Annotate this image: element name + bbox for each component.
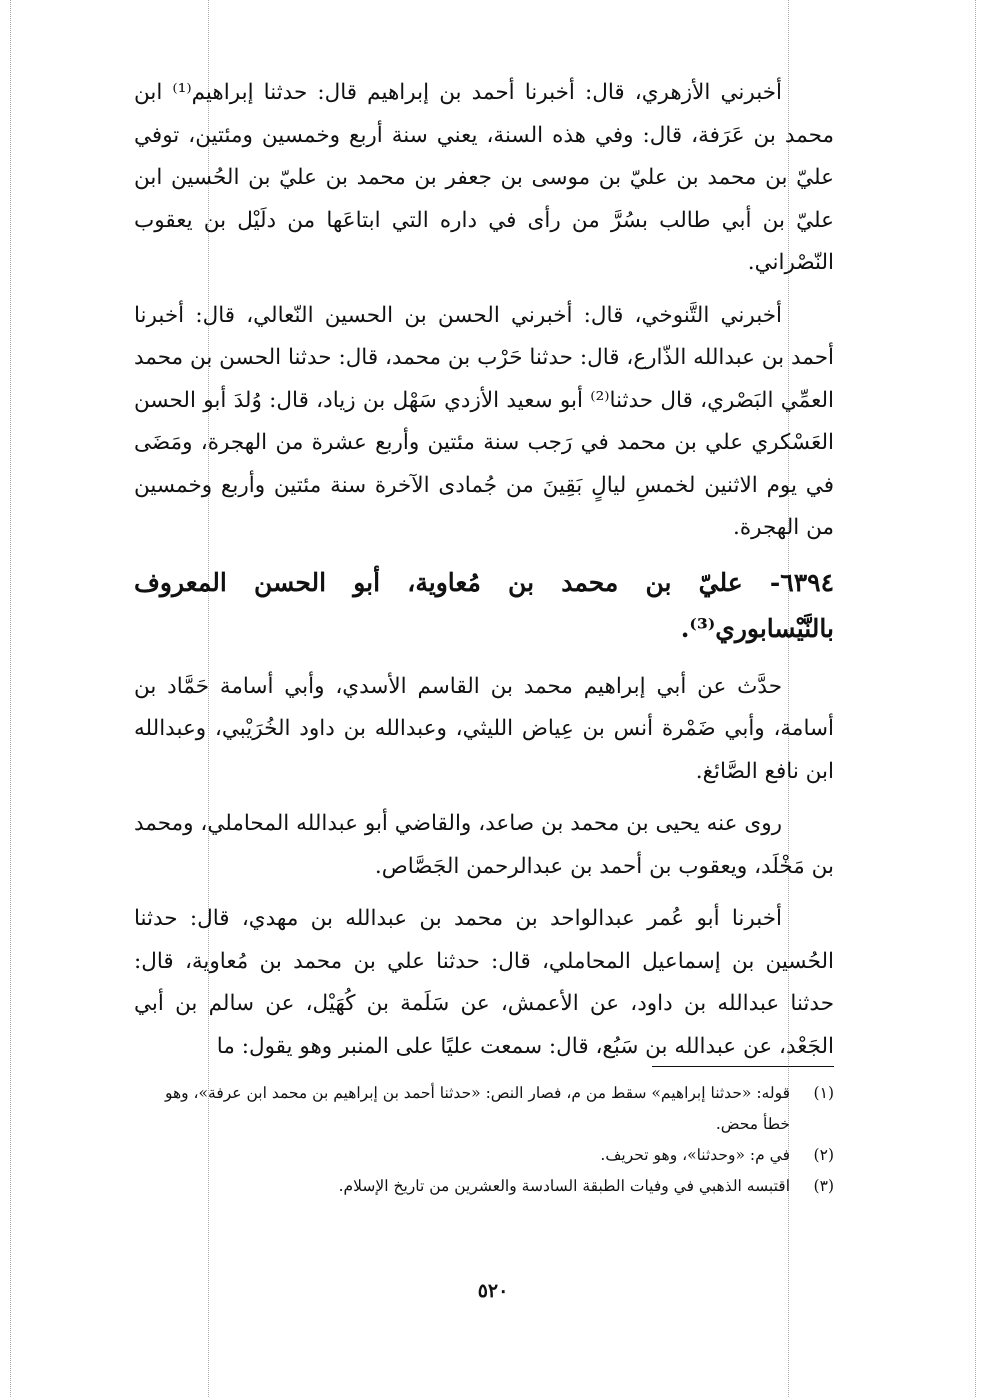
footnote-separator — [652, 1066, 834, 1067]
guide-line-left — [10, 0, 11, 1397]
paragraph: أخبرني الأزهري، قال: أخبرنا أحمد بن إبراهيم قال: حدثنا إبراهيم⁽¹⁾ ابن محمد بن عَرَفة، قال: وفي هذه السنة، يعني سنة أربع وخمسين ومئتين، توفي عليّ بن محمد بن عليّ بن موسى بن جعفر بن محمد بن عليّ بن الحُسين ابن عليّ بن أبي طالب بسُرَّ من رأى في داره التي ابتاعَها من دلَيْل بن يعقوب النّصْراني. — [134, 80, 834, 275]
guide-line-right — [975, 0, 976, 1397]
paragraph: حدَّث عن أبي إبراهيم محمد بن القاسم الأسدي، وأبي أسامة حَمَّاد بن أسامة، وأبي ضَمْرة أنس بن عِياض الليثي، وعبدالله بن داود الخُرَيْبي، وعبدالله ابن نافع الصَّائغ. — [134, 673, 834, 784]
footnote-text: اقتبسه الذهبي في وفيات الطبقة السادسة والعشرين من تاريخ الإسلام. — [338, 1177, 790, 1195]
paragraph: أخبرنا أبو عُمر عبدالواحد بن محمد بن عبدالله بن مهدي، قال: حدثنا الحُسين بن إسماعيل المحاملي، قال: حدثنا علي بن محمد بن مُعاوية، قال: حدثنا عبدالله بن داود، عن الأعمش، عن سَلَمة بن كُهَيْل، عن سالم بن أبي الجَعْد، عن عبدالله بن سَبُع، قال: سمعت عليًا على المنبر وهو يقول: ما — [134, 906, 834, 1059]
footnote-number: (٣) — [813, 1177, 834, 1195]
footnote-number: (١) — [813, 1084, 834, 1102]
paragraph: أخبرني التَّنوخي، قال: أخبرني الحسن بن الحسين النّعالي، قال: أخبرنا أحمد بن عبدالله الذّارع، قال: حدثنا حَرْب بن محمد، قال: حدثنا الحسن بن محمد العمِّي البَصْري، قال حدثنا⁽²⁾ أبو سعيد الأزدي سَهْل بن زياد، قال: وُلدَ أبو الحسن العَسْكري علي بن محمد في رَجب سنة مئتين وأربع عشرة من الهجرة، ومَضَى في يوم الاثنين لخمسِ ليالٍ بَقِينَ من جُمادى الآخرة سنة مئتين وأربع وخمسين من الهجرة. — [134, 302, 835, 540]
footnote-text: في م: «وحدثنا»، وهو تحريف. — [600, 1146, 790, 1164]
footnote-number: (٢) — [813, 1146, 834, 1164]
footnote-text: قوله: «حدثنا إبراهيم» سقط من م، فصار النص: «حدثنا أحمد بن إبراهيم بن محمد ابن عرفة»، وهو خطأ محض. — [164, 1084, 790, 1133]
page-number: ٥٢٠ — [477, 1280, 509, 1302]
page-body — [134, 72, 834, 1078]
entry-heading: ٦٣٩٤- عليّ بن محمد بن مُعاوية، أبو الحسن المعروف بالنَّيْسابوري⁽³⁾. — [134, 567, 834, 643]
footnotes — [150, 1078, 834, 1202]
footnote — [150, 1171, 834, 1202]
footnote — [150, 1078, 834, 1140]
paragraph: روى عنه يحيى بن محمد بن صاعد، والقاضي أبو عبدالله المحاملي، ومحمد بن مَخْلَد، ويعقوب بن أحمد بن عبدالرحمن الجَصَّاص. — [134, 811, 834, 879]
footnote — [150, 1140, 834, 1171]
